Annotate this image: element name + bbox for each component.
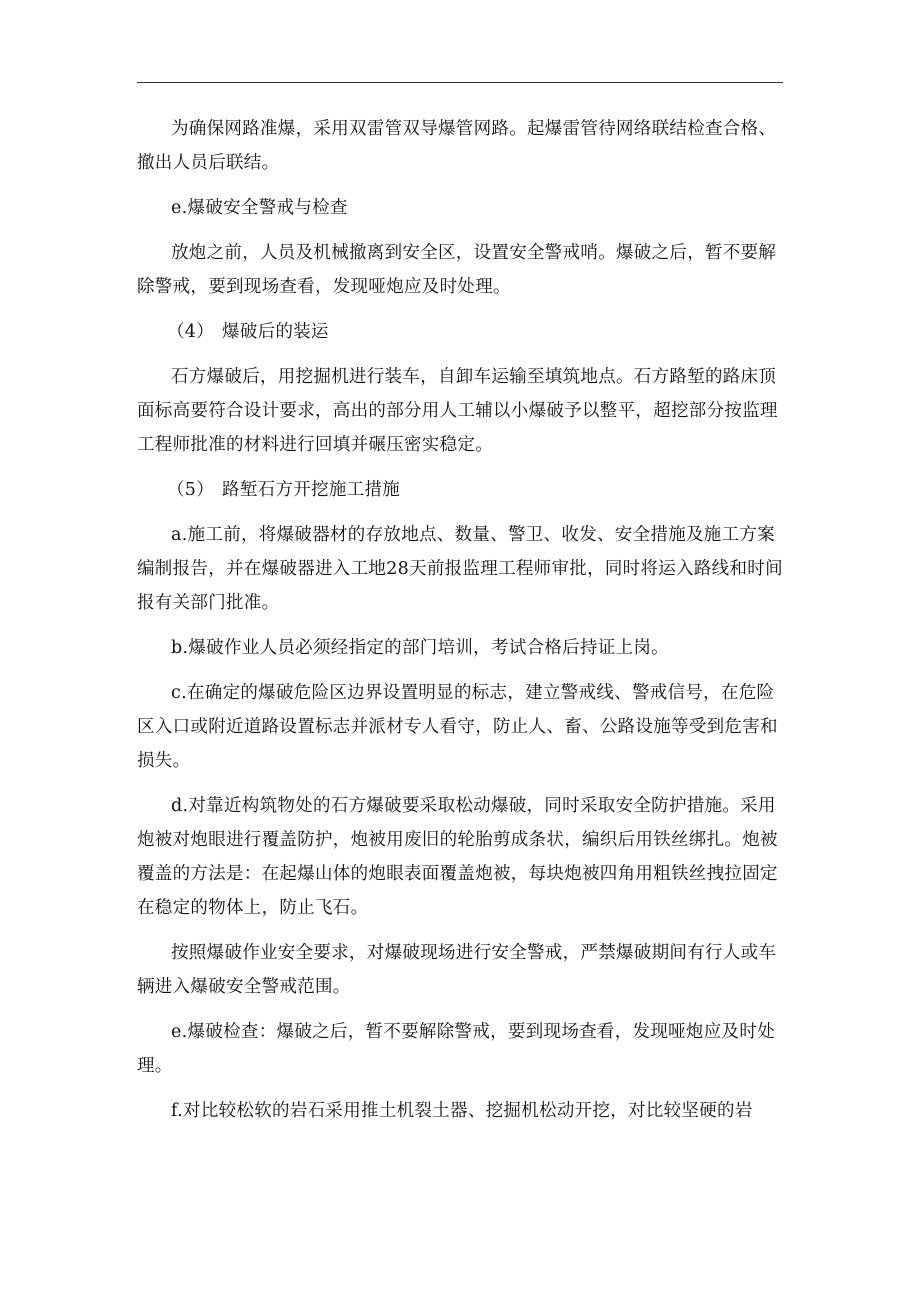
paragraph: b.爆破作业人员必须经指定的部门培训，考试合格后持证上岗。 <box>171 638 669 658</box>
paragraph: 石方爆破后，用挖掘机进行装车，自卸车运输至填筑地点。石方路堑的路床顶面标高要符合设计要求，高出的部分用人工辅以小爆破予以整平，超挖部分按监理工程师批准的材料进行回填并碾压密实稳定。 <box>137 367 778 455</box>
section-title: 爆破后的装运 <box>222 322 329 342</box>
section-heading-4 <box>137 315 787 349</box>
paragraph: f.对比较松软的岩石采用推土机裂土器、挖掘机松动开挖，对比较坚硬的岩 <box>171 1101 753 1121</box>
document-body <box>137 112 787 1128</box>
section-title: 路堑石方开挖施工措施 <box>222 480 401 500</box>
section-number: （4） <box>167 322 215 342</box>
paragraph: 为确保网路准爆，采用双雷管双导爆管网路。起爆雷管待网络联结检查合格、撤出人员后联结。 <box>137 119 777 173</box>
section-heading-5 <box>137 473 787 507</box>
paragraph: e.爆破检查：爆破之后，暂不要解除警戒，要到现场查看，发现哑炮应及时处理。 <box>137 1022 775 1076</box>
header-rule <box>137 82 783 83</box>
paragraph: 按照爆破作业安全要求，对爆破现场进行安全警戒，严禁爆破期间有行人或车辆进入爆破安全警戒范围。 <box>137 943 777 997</box>
paragraph: c.在确定的爆破危险区边界设置明显的标志，建立警戒线、警戒信号，在危险区入口或附近道路设置标志并派材专人看守，防止人、畜、公路设施等受到危害和损失。 <box>137 683 778 771</box>
paragraph: a.施工前，将爆破器材的存放地点、数量、警卫、收发、安全措施及施工方案编制报告，并在爆破器进入工地28天前报监理工程师审批，同时将运入路线和时间报有关部门批准。 <box>137 525 783 613</box>
section-number: （5） <box>167 480 215 500</box>
item-heading-e: e.爆破安全警戒与检查 <box>171 198 348 218</box>
paragraph: d.对靠近构筑物处的石方爆破要采取松动爆破，同时采取安全防护措施。采用炮被对炮眼进行覆盖防护，炮被用废旧的轮胎剪成条状，编织后用铁丝绑扎。炮被覆盖的方法是：在起爆山体的炮眼表面覆盖炮被，每块炮被四角用粗铁丝拽拉固定在稳定的物体上，防止飞石。 <box>137 796 778 918</box>
paragraph: 放炮之前，人员及机械撤离到安全区，设置安全警戒哨。爆破之后，暂不要解除警戒，要到现场查看，发现哑炮应及时处理。 <box>137 243 777 297</box>
